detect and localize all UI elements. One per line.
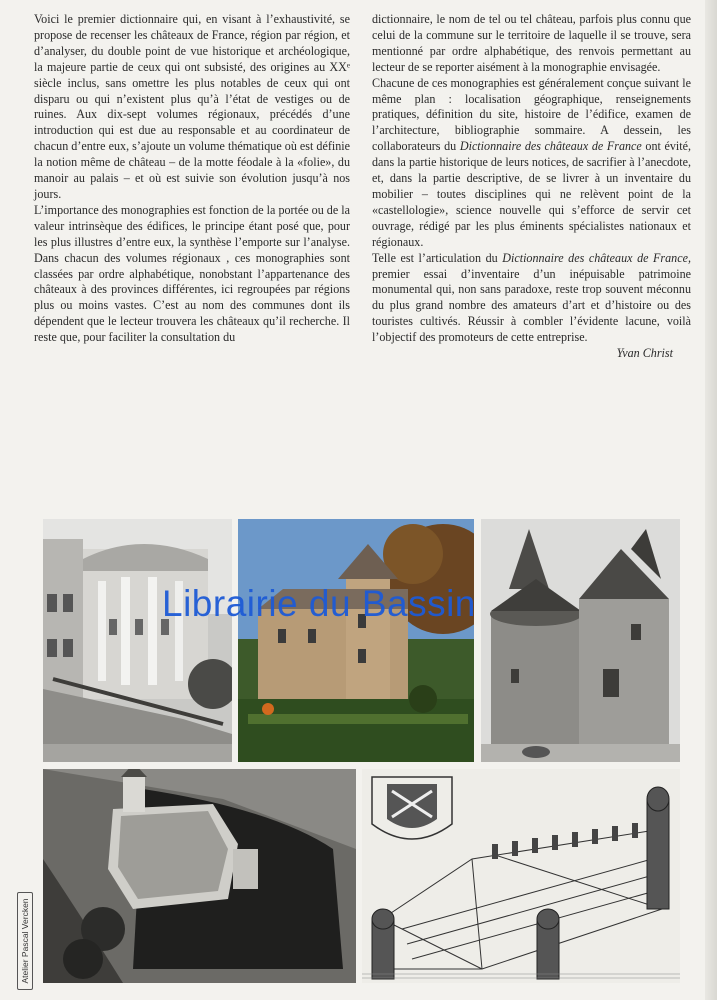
paragraph-importance: L’importance des monographies est fonction de la portée ou de la valeur intrinsèque des édifices, le principe étant posé que, pour les plus illustres d’entre eux, la synthèse l’emporte sur l’analyse. Dans chacun des volumes régionaux , ces monographies sont classées par ordre alphabétique, nonobstant l’appartenance des châteaux à des provinces différentes, ici regroupées par régions plus ou moins vastes. C’est au nom des communes dont ils dépendent que le lecteur trouvera les châteaux qu’il recherche. Il reste que, pour faciliter la consultation du [34,202,350,345]
photo-chateau-round-tower [481,519,680,762]
photo-rotunda-chateau [43,519,232,762]
photo-credit-text: Atelier Pascal Vercken [20,898,30,984]
paragraph-articulation [372,251,691,346]
text-column-right [372,12,691,362]
text-column-left [34,12,350,346]
page-edge [705,0,717,1000]
text-run: premier essai d’inventaire d’un inépuisable patrimoine monumental qui, non sans paradoxe, reste trop souvent méconnu du plus grand nombre des amateurs d’art et d’histoire ou des touristes cultivés. Réussir à combler l’évidente lacune, voilà l’objectif des promoteurs de cette entreprise. [372,266,691,345]
paragraph-intro: Voici le premier dictionnaire qui, en visant à l’exhaustivité, se propose de recenser les châteaux de France, région par région, et d’analyser, du double point de vue historique et archéologique, la majeure partie de ceux qui ont subsisté, des origines au XXᵉ siècle inclus, sans omettre les plus notables de ceux qui ont disparu ou qui n’existent plus qu’à l’état de vestiges ou de ruines. Aux dix-sept volumes régionaux, précédés d’une introduction qui est due au responsable et au coordinateur de chacun d’entre eux, s’ajoute un volume thématique où est définie la notion même de château – de la motte féodale à la «folie», du manoir au palais – et où est suivie son évolution jusqu’à nos jours. [34,12,350,201]
book-title: Dictionnaire des châteaux de France [459,139,642,154]
paragraph-continuation: dictionnaire, le nom de tel ou tel château, parfois plus connu que celui de la commune sur le territoire de laquelle il se trouve, sera mentionné par ordre alphabétique, des renvois permettant au lecteur de se reporter aisément à la monographie envisagée. [372,12,691,74]
book-title: Dictionnaire des châteaux de France, [502,250,691,265]
paragraph-monographies [372,76,691,251]
author-signature: Yvan Christ [616,346,673,361]
text-run: Telle est l’articulation du [372,250,503,265]
watermark-text: Librairie du Bassin [162,583,476,624]
photo-chateau-in-autumn [238,519,474,762]
text-run: ont évité, dans la partie historique de leurs notices, de sacrifier à l’anecdote, et, dans la partie descriptive, de se livrer à un inventaire du mobilier – toutes disciplines qui ne relèvent point de la «castellologie», science nouvelle qui s’efforce de servir cet ouvrage, rédigé par les plus éminents spécialistes nationaux et régionaux. [372,139,692,249]
engraving-chateau-with-arms [362,769,680,983]
photo-aerial-moated-chateau [43,769,356,983]
text-run: Chacune de ces monographies est généralement conçue suivant le même plan : localisation géographique, renseignements pratiques, définition du site, histoire de l’édifice, examen de l’architecture, bibliographie sommaire. A dessein, les collaborateurs du [372,75,691,154]
photo-credit-label [17,892,33,990]
